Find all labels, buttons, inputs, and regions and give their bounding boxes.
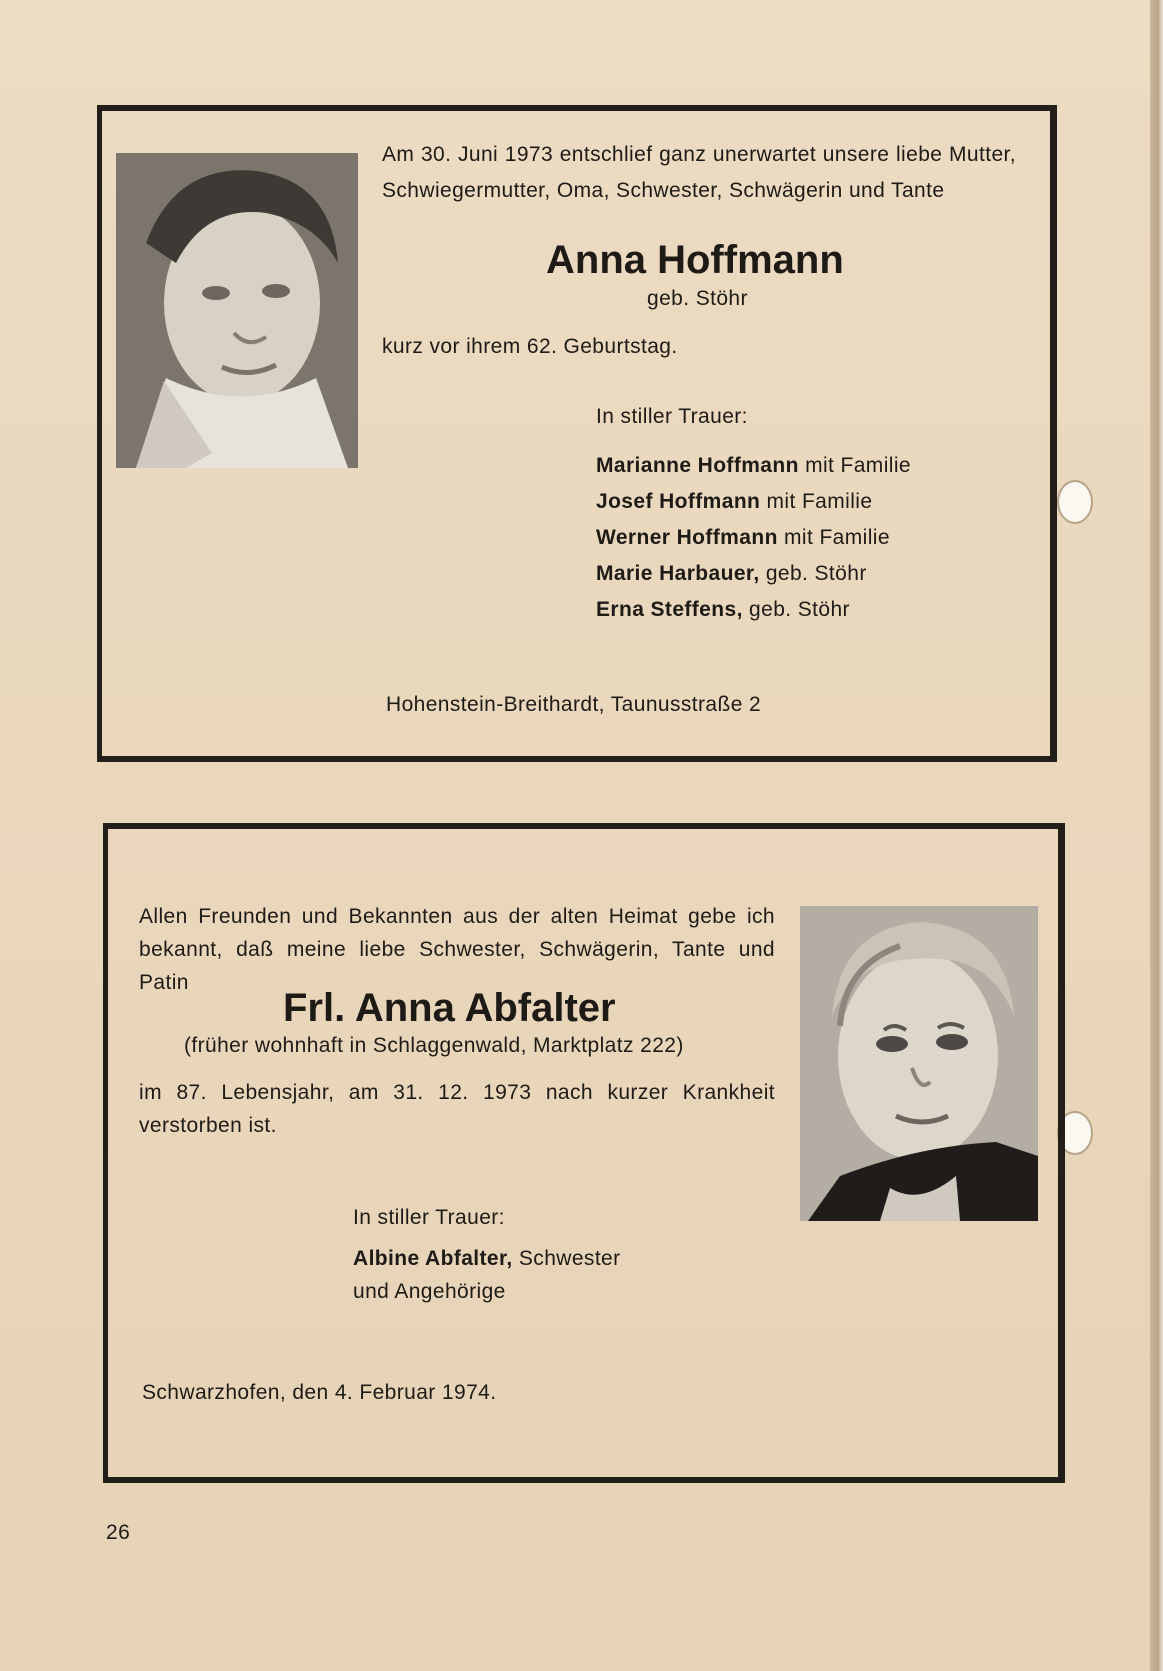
- notice1-mourner-list: [596, 448, 911, 628]
- mourner-relation: geb. Stöhr: [742, 598, 850, 621]
- mourner-name: Josef Hoffmann: [596, 490, 761, 513]
- notice1-deceased-name: Anna Hoffmann: [546, 238, 844, 282]
- mourner-name: Marie Harbauer,: [596, 562, 760, 585]
- mourner-name: Werner Hoffmann: [596, 526, 778, 549]
- mourner-name: Erna Steffens,: [596, 598, 743, 621]
- notice2-former-address: (früher wohnhaft in Schlaggenwald, Marktplatz 222): [184, 1034, 684, 1057]
- notice2-others: und Angehörige: [353, 1280, 506, 1303]
- notice2-mourner-line: [353, 1241, 621, 1277]
- mourner-name: Albine Abfalter,: [353, 1247, 513, 1270]
- mourner-relation: mit Familie: [798, 454, 911, 477]
- notice2-death-note: im 87. Lebensjahr, am 31. 12. 1973 nach kurzer Krankheit verstorben ist.: [139, 1081, 775, 1137]
- notice2-place-date: Schwarzhofen, den 4. Februar 1974.: [142, 1381, 497, 1404]
- notice1-mourning-heading: In stiller Trauer:: [596, 405, 748, 428]
- notice1-address: Hohenstein-Breithardt, Taunusstraße 2: [386, 693, 762, 716]
- mourner-line: [596, 592, 911, 628]
- notice1-age-note: kurz vor ihrem 62. Geburtstag.: [382, 335, 678, 358]
- portrait-photo-hoffmann: [116, 153, 358, 468]
- page-number: 26: [106, 1521, 131, 1544]
- notice2-deceased-name: Frl. Anna Abfalter: [283, 986, 616, 1030]
- mourner-name: Marianne Hoffmann: [596, 454, 799, 477]
- page-edge: [1150, 0, 1163, 1671]
- mourner-line: [596, 484, 911, 520]
- notice1-intro: Am 30. Juni 1973 entschlief ganz unerwartet unsere liebe Mutter, Schwiegermutter, Oma, Schwester, Schwägerin und Tante: [382, 143, 1016, 202]
- portrait-photo-abfalter: [800, 906, 1038, 1221]
- notice1-maiden-name: geb. Stöhr: [647, 287, 748, 310]
- mourner-relation: mit Familie: [760, 490, 873, 513]
- notice2-mourning-heading: In stiller Trauer:: [353, 1206, 505, 1229]
- mourner-relation: geb. Stöhr: [759, 562, 867, 585]
- mourner-line: [596, 556, 911, 592]
- mourner-line: [596, 520, 911, 556]
- mourner-relation: Schwester: [512, 1247, 621, 1270]
- punch-hole-top: [1057, 480, 1093, 524]
- notice2-intro: Allen Freunden und Bekannten aus der alten Heimat gebe ich bekannt, daß meine liebe Schwester, Schwägerin, Tante und Patin: [139, 905, 775, 994]
- mourner-relation: mit Familie: [777, 526, 890, 549]
- mourner-line: [596, 448, 911, 484]
